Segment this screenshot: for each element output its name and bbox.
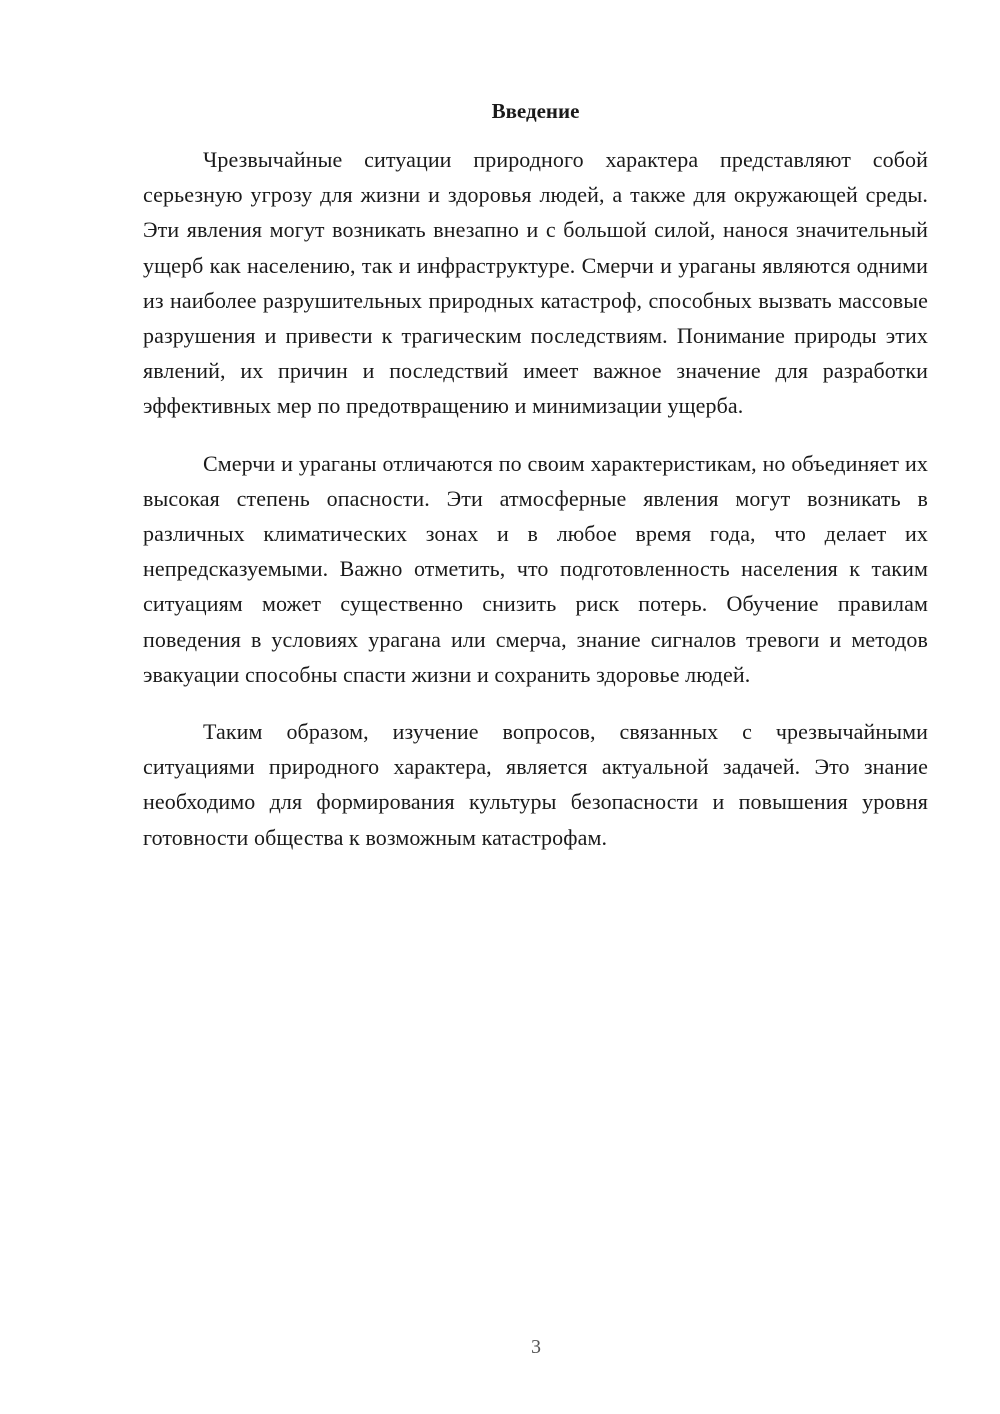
paragraph-intro: Чрезвычайные ситуации природного характера представляют собой серьезную угрозу для жизни и здоровья людей, а также для окружающей среды. Эти явления могут возникать внезапно и с большой силой, нанося значительный ущерб как населению, так и инфраструктуре. Смерчи и ураганы являются одними из наиболее разрушительных природных катастроф, способных вызвать массовые разрушения и привести к трагическим последствиям. Понимание природы этих явлений, их причин и последствий имеет важное значение для разработки эффективных мер по предотвращению и минимизации ущерба. [143, 147, 928, 419]
page-number: 3 [531, 1336, 541, 1358]
section-title: Введение [491, 99, 580, 123]
document-body [143, 142, 928, 877]
paragraph-characteristics: Смерчи и ураганы отличаются по своим характеристикам, но объединяет их высокая степень опасности. Эти атмосферные явления могут возникать в различных климатических зонах и в любое время года, что делает их непредсказуемыми. Важно отметить, что подготовленность населения к таким ситуациям может существенно снизить риск потерь. Обучение правилам поведения в условиях урагана или смерча, знание сигналов тревоги и методов эвакуации способны спасти жизни и сохранить здоровье людей. [143, 450, 928, 687]
paragraph-conclusion: Таким образом, изучение вопросов, связанных с чрезвычайными ситуациями природного характера, является актуальной задачей. Это знание необходимо для формирования культуры безопасности и повышения уровня готовности общества к возможным катастрофам. [143, 719, 928, 850]
